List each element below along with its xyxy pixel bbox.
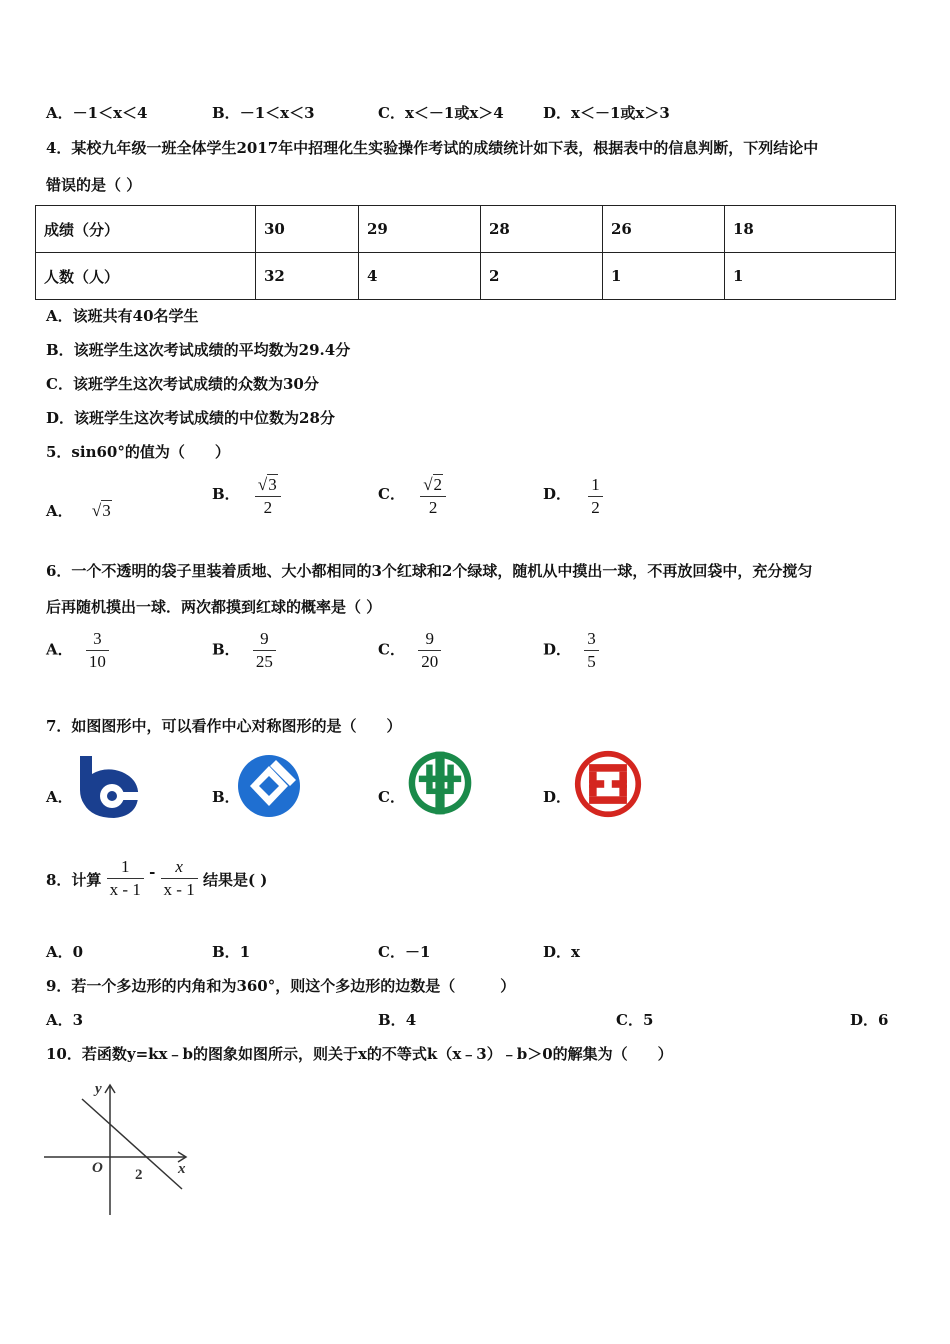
numerator: 1 xyxy=(588,474,603,497)
denominator: 10 xyxy=(88,652,106,671)
fraction xyxy=(253,628,276,673)
q8-option-d[interactable] xyxy=(543,941,580,962)
q9-stem: 9．若一个多边形的内角和为360°，则这个多边形的边数是（ ） xyxy=(46,977,516,995)
q4-option-d[interactable]: D．该班学生这次考试成绩的中位数为28分 xyxy=(46,409,335,427)
option-text: －1 xyxy=(404,943,431,961)
q9-option-d[interactable] xyxy=(850,1009,888,1030)
option-letter: A． xyxy=(46,640,73,659)
table-cell: 2 xyxy=(481,253,603,300)
table-cell: 32 xyxy=(256,253,359,300)
option-letter: B． xyxy=(212,943,240,961)
fraction xyxy=(584,628,599,673)
fraction xyxy=(418,628,441,673)
q3-option-b[interactable] xyxy=(212,102,315,123)
table-cell: 1 xyxy=(603,253,725,300)
q6-option-b[interactable] xyxy=(212,628,276,673)
option-text: x＜－1或x＞4 xyxy=(404,104,504,122)
q5-option-c[interactable] xyxy=(378,474,446,519)
origin-label: O xyxy=(92,1160,103,1176)
table-cell: 30 xyxy=(256,206,359,253)
denominator: 20 xyxy=(421,652,439,671)
option-text: 3 xyxy=(72,1011,84,1029)
q6-option-a[interactable] xyxy=(46,628,109,673)
denominator: 2 xyxy=(263,498,273,517)
q10-function-graph xyxy=(40,1075,200,1220)
option-letter: D． xyxy=(543,484,572,503)
option-letter: C． xyxy=(616,1011,643,1029)
option-letter: B． xyxy=(212,640,240,659)
q9-option-c[interactable] xyxy=(616,1009,653,1030)
option-letter: D． xyxy=(543,943,572,961)
option-text: 5 xyxy=(642,1011,654,1029)
option-letter: D． xyxy=(543,640,572,659)
q8-option-b[interactable] xyxy=(212,941,250,962)
q5-option-a[interactable] xyxy=(46,500,112,521)
fraction: $\frac{√3}{2}$ xyxy=(255,474,281,519)
radicand: 3 xyxy=(268,475,277,494)
option-letter: C． xyxy=(378,104,405,122)
q3-option-c[interactable] xyxy=(378,102,504,123)
option-letter: B． xyxy=(212,484,240,503)
x-axis-label: x xyxy=(178,1161,186,1177)
denominator: 2 xyxy=(591,498,600,517)
option-text: x＜－1或x＞3 xyxy=(571,104,670,122)
table-cell: 4 xyxy=(359,253,481,300)
numerator: 3 xyxy=(584,628,599,651)
option-letter: A． xyxy=(46,502,73,520)
option-letter: B． xyxy=(212,104,240,122)
y-axis-label: y xyxy=(95,1081,102,1097)
table-cell: 人数（人） xyxy=(36,253,256,300)
table-cell: 1 xyxy=(725,253,896,300)
option-letter: D． xyxy=(850,1011,879,1029)
q6-option-c[interactable] xyxy=(378,628,441,673)
q4-option-b[interactable]: B．该班学生这次考试成绩的平均数为29.4分 xyxy=(46,341,351,359)
denominator: 2 xyxy=(428,498,438,517)
table-cell: 28 xyxy=(481,206,603,253)
q3-option-d[interactable] xyxy=(543,102,670,123)
option-letter: D． xyxy=(543,104,572,122)
sqrt-expression: √3 xyxy=(91,501,111,520)
table-cell: 成绩（分） xyxy=(36,206,256,253)
option-text: －1＜x＜4 xyxy=(72,104,148,122)
q5-stem: 5．sin60°的值为（ ） xyxy=(46,443,230,461)
q9-option-b[interactable] xyxy=(378,1009,416,1030)
fraction xyxy=(86,628,109,673)
q7-option-c-label[interactable]: C． xyxy=(378,788,405,806)
q4-option-c[interactable]: C．该班学生这次考试成绩的众数为30分 xyxy=(46,375,319,393)
q6-stem-line2: 后再随机摸出一球．两次都摸到红球的概率是（ ） xyxy=(46,598,382,616)
bank-logo-a-icon[interactable] xyxy=(74,752,144,822)
numerator: 1 xyxy=(107,856,144,879)
table-cell: 18 xyxy=(725,206,896,253)
score-table xyxy=(35,205,896,300)
denominator: 5 xyxy=(587,652,596,671)
q7-stem: 7．如图图形中，可以看作中心对称图形的是（ ） xyxy=(46,717,402,735)
radicand: 2 xyxy=(433,475,443,494)
option-letter: C． xyxy=(378,484,405,503)
option-letter: A． xyxy=(46,1011,73,1029)
q3-option-a[interactable] xyxy=(46,102,147,123)
x-intercept-label: 2 xyxy=(135,1167,143,1183)
option-text: －1＜x＜3 xyxy=(239,104,315,122)
q4-stem-line2: 错误的是（ ） xyxy=(46,176,142,194)
bank-logo-c-icon[interactable] xyxy=(405,748,475,818)
denominator: 25 xyxy=(255,652,273,671)
fraction: $\frac{√2}{2}$ xyxy=(420,474,446,519)
q6-stem-line1: 6．一个不透明的袋子里装着质地、大小都相同的3个红球和2个绿球，随机从中摸出一球，不再放回袋中，充分搅匀 xyxy=(46,562,813,580)
q6-option-d[interactable] xyxy=(543,628,599,673)
radicand: 3 xyxy=(102,501,111,520)
option-letter: C． xyxy=(378,943,405,961)
q7-option-d-label[interactable]: D． xyxy=(543,788,572,806)
q4-option-a[interactable]: A．该班共有40名学生 xyxy=(46,307,199,325)
numerator: x xyxy=(161,856,198,879)
option-letter: A． xyxy=(46,943,73,961)
numerator: 3 xyxy=(86,628,109,651)
denominator: x - 1 xyxy=(163,880,195,899)
numerator: 9 xyxy=(418,628,441,651)
numerator: 9 xyxy=(253,628,276,651)
q4-stem-line1: 4．某校九年级一班全体学生2017年中招理化生实验操作考试的成绩统计如下表，根据表中的信息判断，下列结论中 xyxy=(46,139,819,157)
denominator: x - 1 xyxy=(109,880,141,899)
option-text: x xyxy=(571,943,580,961)
fraction xyxy=(161,856,198,901)
option-text: 1 xyxy=(239,943,251,961)
minus-sign: - xyxy=(149,862,156,881)
q8-suffix: 结果是( ) xyxy=(202,870,268,889)
q8-prefix: 8．计算 xyxy=(46,870,102,889)
option-text: 6 xyxy=(878,1011,889,1029)
q8-stem xyxy=(46,856,267,901)
q5-option-d[interactable] xyxy=(543,474,603,519)
table-cell: 26 xyxy=(603,206,725,253)
fraction xyxy=(107,856,144,901)
q8-option-c[interactable] xyxy=(378,941,430,962)
q8-option-a[interactable] xyxy=(46,941,83,962)
option-letter: B． xyxy=(378,1011,406,1029)
bank-logo-d-icon[interactable] xyxy=(573,749,643,819)
fraction xyxy=(588,474,603,519)
q7-option-a-label[interactable]: A． xyxy=(46,788,73,806)
table-row xyxy=(36,206,896,253)
q7-option-b-label[interactable]: B． xyxy=(212,788,240,806)
option-text: 4 xyxy=(405,1011,417,1029)
option-text: 0 xyxy=(72,943,84,961)
table-cell: 29 xyxy=(359,206,481,253)
q9-option-a[interactable] xyxy=(46,1009,83,1030)
q10-stem: 10．若函数y=kx﹣b的图象如图所示，则关于x的不等式k（x﹣3）﹣b＞0的解集为（ ） xyxy=(46,1045,673,1063)
table-row xyxy=(36,253,896,300)
option-letter: A． xyxy=(46,104,73,122)
q5-option-b[interactable] xyxy=(212,474,281,519)
bank-logo-b-icon[interactable] xyxy=(236,752,306,822)
option-letter: C． xyxy=(378,640,405,659)
